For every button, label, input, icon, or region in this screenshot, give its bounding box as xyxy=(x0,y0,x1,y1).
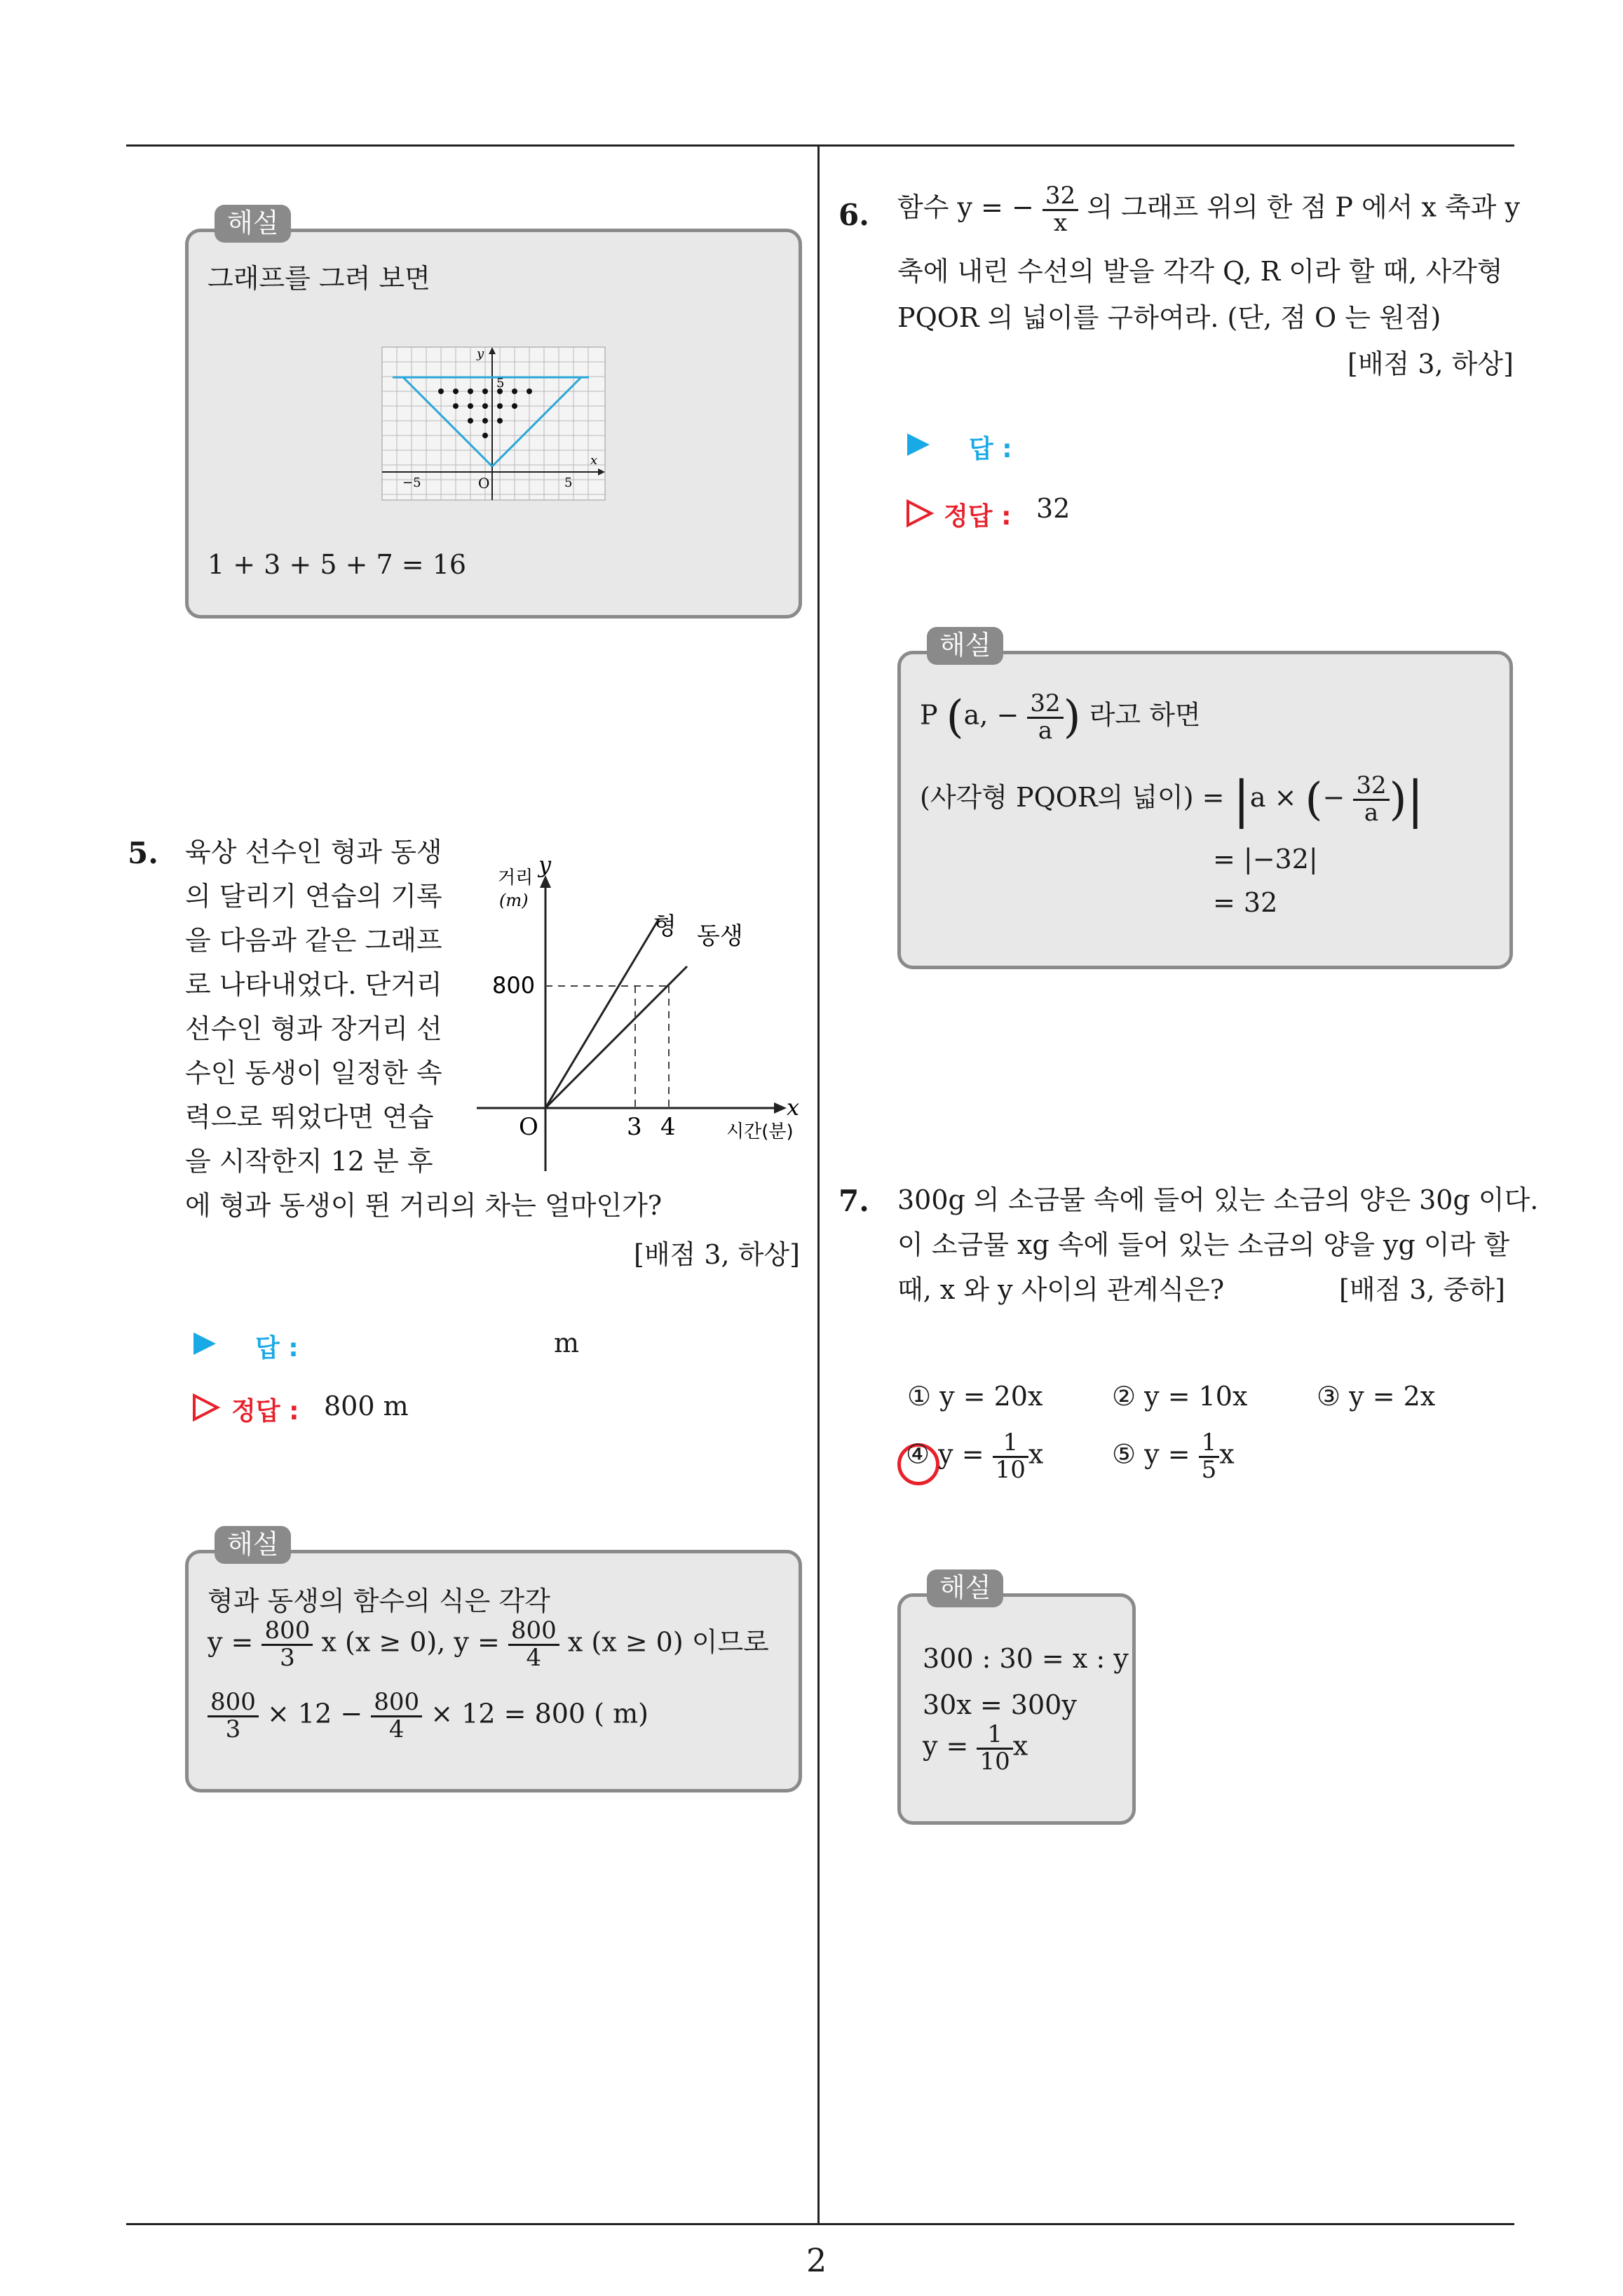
question-text: 을 다음과 같은 그래프 xyxy=(185,925,442,956)
score-label: [배점 3, 하상] xyxy=(1347,349,1514,379)
grid-graph xyxy=(379,344,610,505)
question-text: 수인 동생이 일정한 속 xyxy=(185,1058,442,1088)
svg-text:O: O xyxy=(478,475,490,492)
question-text: 력으로 뛰었다면 연습 xyxy=(185,1102,434,1133)
svg-text:800: 800 xyxy=(492,972,536,999)
solution-step: = 32 xyxy=(1213,887,1278,918)
solution-step: = |−32| xyxy=(1213,844,1318,874)
solution-equation: y = $\frac{800}{3}$ x (x ≥ 0), y = $\frac{800}{4}$ x (x ≥ 0) 이므로 xyxy=(208,1616,769,1672)
top-rule xyxy=(126,144,1514,147)
svg-text:4: 4 xyxy=(660,1113,676,1141)
svg-text:x: x xyxy=(787,1094,800,1121)
svg-text:3: 3 xyxy=(627,1113,642,1141)
bottom-rule xyxy=(126,2223,1514,2225)
solution-tag: 해설 xyxy=(215,1526,291,1564)
question-text: 때, x 와 y 사이의 관계식은? xyxy=(897,1274,1225,1305)
correct-answer: 32 xyxy=(1036,493,1071,524)
question-text: 로 나타내었다. 단거리 xyxy=(185,969,442,1000)
answer-blank[interactable] xyxy=(1045,429,1325,460)
solution-text: 그래프를 그려 보면 xyxy=(208,263,430,294)
solution-calculation: $\frac{800}{3}$ × 12 − $\frac{800}{4}$ × 12 = 800 ( m) xyxy=(208,1690,648,1742)
answer-label: 답 : xyxy=(255,1334,299,1363)
score-label: [배점 3, 하상] xyxy=(634,1239,800,1270)
solution-tag: 해설 xyxy=(215,205,291,243)
svg-text:O: O xyxy=(519,1113,538,1141)
question-text: 의 달리기 연습의 기록 xyxy=(185,881,442,912)
option-1[interactable]: ① y = 20x xyxy=(907,1381,1043,1412)
question-text: 이 소금물 xg 속에 들어 있는 소금의 양을 yg 이라 할 xyxy=(897,1229,1510,1260)
outline-arrow-icon xyxy=(904,498,935,529)
option-2[interactable]: ② y = 10x xyxy=(1112,1381,1248,1412)
solution-equation: (사각형 PQOR의 넓이) = |a × (− $\frac{32}{a}$ )| xyxy=(920,770,1424,829)
svg-text:−5: −5 xyxy=(402,475,421,490)
svg-text:시간(분): 시간(분) xyxy=(726,1121,794,1142)
answer-unit: m xyxy=(554,1328,580,1358)
question-number: 7. xyxy=(838,1184,869,1218)
question-text: 육상 선수인 형과 동생 xyxy=(185,837,442,867)
score-label: [배점 3, 중하] xyxy=(1339,1274,1505,1305)
svg-text:거리: 거리 xyxy=(498,867,534,889)
svg-text:x: x xyxy=(590,453,598,468)
page-number: 2 xyxy=(806,2241,827,2279)
solution-result: 1 + 3 + 5 + 7 = 16 xyxy=(208,549,467,580)
outline-arrow-icon xyxy=(191,1392,222,1423)
svg-text:y: y xyxy=(477,346,484,361)
option-3[interactable]: ③ y = 2x xyxy=(1317,1381,1436,1412)
solution-text: P (a, − $\frac{32}{a}$ ) 라고 하면 xyxy=(920,689,1201,745)
svg-text:(m): (m) xyxy=(499,891,529,910)
play-arrow-icon xyxy=(191,1330,219,1358)
question-text: 을 시작한지 12 분 후 xyxy=(185,1146,433,1177)
question-text: 에 형과 동생이 뛴 거리의 차는 얼마인가? xyxy=(185,1190,663,1221)
question-text: 300g 의 소금물 속에 들어 있는 소금의 양은 30g 이다. xyxy=(897,1184,1539,1215)
solution-text: 형과 동생의 함수의 식은 각각 xyxy=(208,1586,550,1616)
correct-label: 정답 : xyxy=(231,1397,299,1426)
question-text: PQOR 의 넓이를 구하여라. (단, 점 O 는 원점) xyxy=(897,302,1441,333)
question-text: 축에 내린 수선의 발을 각각 Q, R 이라 할 때, 사각형 xyxy=(897,256,1503,287)
svg-text:동생: 동생 xyxy=(697,922,743,950)
svg-text:형: 형 xyxy=(653,912,677,940)
distance-time-graph xyxy=(477,849,806,1178)
solution-step: 30x = 300y xyxy=(923,1689,1077,1720)
option-5[interactable]: ⑤ y = $\frac{1}{5}$ x xyxy=(1112,1429,1235,1484)
correct-label: 정답 : xyxy=(944,502,1012,531)
solution-tag: 해설 xyxy=(927,1569,1003,1607)
solution-tag: 해설 xyxy=(927,627,1003,665)
svg-text:y: y xyxy=(538,851,552,878)
play-arrow-icon xyxy=(904,431,932,459)
svg-text:5: 5 xyxy=(496,376,505,391)
svg-text:5: 5 xyxy=(564,475,573,490)
solution-step: y = $\frac{1}{10}$ x xyxy=(923,1720,1028,1776)
question-number: 5. xyxy=(128,836,158,870)
solution-step: 300 : 30 = x : y xyxy=(923,1643,1129,1674)
column-divider xyxy=(817,144,820,2224)
answer-blank[interactable] xyxy=(337,1328,547,1359)
answer-label: 답 : xyxy=(969,435,1012,464)
option-4[interactable]: ④ y = $\frac{1}{10}$ x xyxy=(906,1429,1044,1484)
question-number: 6. xyxy=(838,198,869,232)
question-text: 선수인 형과 장거리 선 xyxy=(185,1013,442,1044)
correct-answer: 800 m xyxy=(324,1391,409,1422)
question-text: 함수 y = − $\frac{32}{x}$ 의 그래프 위의 한 점 P 에서 x 축과 y xyxy=(897,182,1520,237)
